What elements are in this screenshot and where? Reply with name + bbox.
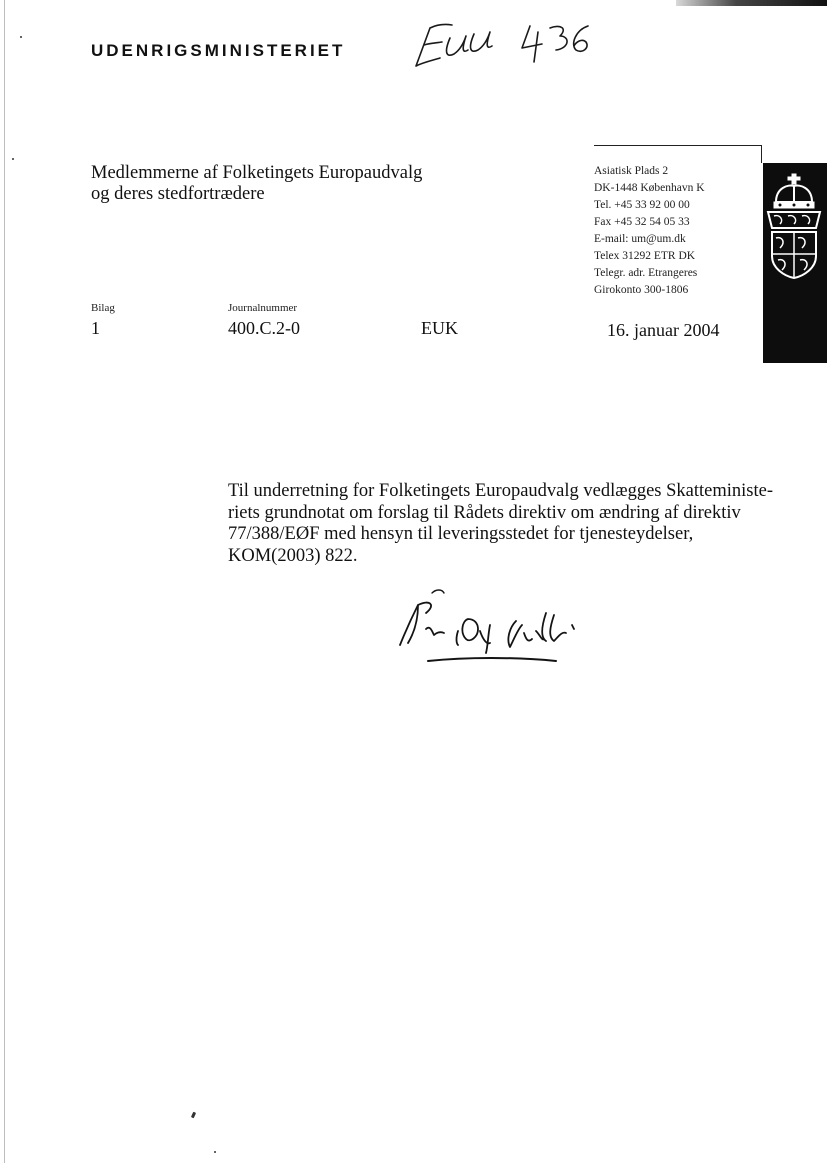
journal-number-label: Journalnummer	[228, 302, 298, 314]
address-line: Girokonto 300-1806	[594, 284, 689, 296]
journal-number-value: 400.C.2-0	[228, 318, 300, 338]
handwritten-reference	[410, 18, 595, 70]
address-line: DK-1448 København K	[594, 182, 705, 194]
address-line: Tel. +45 33 92 00 00	[594, 199, 690, 211]
recipient-line: og deres stedfortrædere	[91, 184, 265, 204]
body-line: 77/388/EØF med hensyn til leveringsstedet for tjenesteydelser,	[228, 524, 694, 544]
body-line: Til underretning for Folketingets Europaudvalg vedlægges Skatteministe-	[228, 481, 773, 501]
address-line: E-mail: um@um.dk	[594, 233, 686, 245]
office-unit: EUK	[421, 318, 458, 338]
letter-body	[228, 481, 773, 567]
scan-speck	[20, 36, 22, 38]
address-line: Telegr. adr. Etrangeres	[594, 267, 698, 279]
scan-edge-artifact	[676, 0, 827, 6]
scan-margin-line	[4, 0, 5, 1163]
address-line: Telex 31292 ETR DK	[594, 250, 696, 262]
sender-address	[594, 163, 754, 299]
scan-speck	[191, 1112, 196, 1119]
address-rule	[594, 145, 762, 146]
address-line: Fax +45 32 54 05 33	[594, 216, 690, 228]
ministry-letterhead: UDENRIGSMINISTERIET	[91, 41, 346, 60]
body-line: KOM(2003) 822.	[228, 545, 358, 566]
scan-speck	[214, 1151, 216, 1153]
royal-crest-icon	[766, 172, 822, 280]
address-rule	[761, 145, 762, 163]
handwritten-signature	[396, 585, 596, 675]
bilag-value: 1	[91, 318, 100, 338]
recipient-block	[91, 163, 451, 205]
recipient-line: Medlemmerne af Folketingets Europaudvalg	[91, 163, 423, 183]
body-line: riets grundnotat om forslag til Rådets direktiv om ændring af direktiv	[228, 502, 741, 523]
scan-speck	[12, 158, 14, 160]
address-line: Asiatisk Plads 2	[594, 165, 669, 177]
letter-date: 16. januar 2004	[607, 320, 720, 340]
bilag-label: Bilag	[91, 302, 115, 314]
